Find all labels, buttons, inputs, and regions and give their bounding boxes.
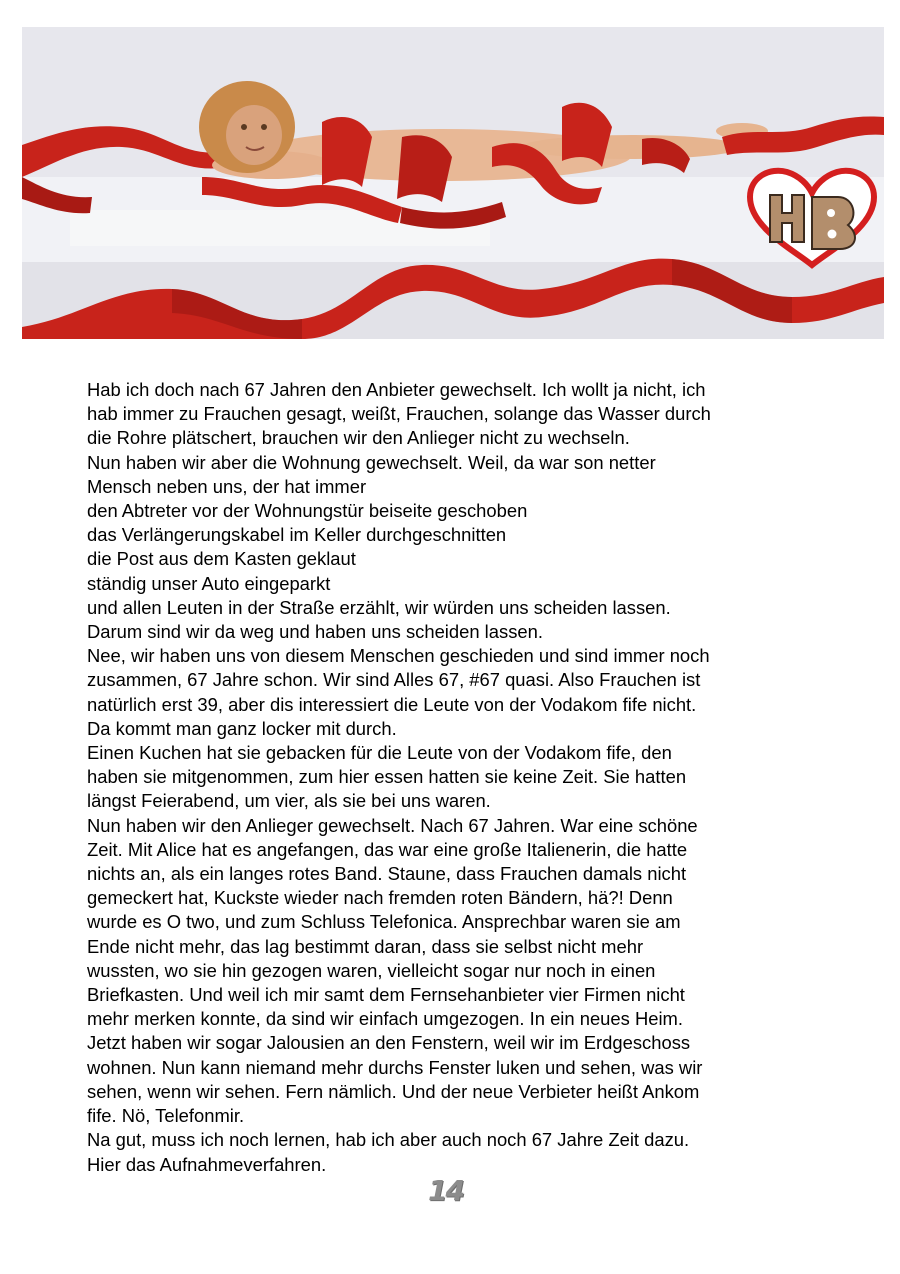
body-line: längst Feierabend, um vier, als sie bei uns waren. [87,790,491,812]
body-line: mehr merken konnte, da sind wir einfach umgezogen. In ein neues Heim. [87,1008,683,1030]
body-line: sehen, wenn wir sehen. Fern nämlich. Und der neue Verbieter heißt Ankom [87,1080,700,1102]
body-line: nichts an, als ein langes rotes Band. Staune, dass Frauchen damals nicht [87,863,687,885]
body-line: fife. Nö, Telefonmir. [87,1105,245,1127]
body-line: haben sie mitgenommen, zum hier essen hatten sie keine Zeit. Sie hatten [87,766,687,788]
body-line: ständig unser Auto eingeparkt [87,572,331,594]
body-line: das Verlängerungskabel im Keller durchgeschnitten [87,524,507,546]
body-line: Briefkasten. Und weil ich mir samt dem Fernsehanbieter vier Firmen nicht [87,984,685,1006]
body-line: Zeit. Mit Alice hat es angefangen, das war eine große Italienerin, die hatte [87,838,688,860]
body-line: Mensch neben uns, der hat immer [87,475,367,497]
body-line: Da kommt man ganz locker mit durch. [87,717,397,739]
body-line: Hab ich doch nach 67 Jahren den Anbieter gewechselt. Ich wollt ja nicht, ich [87,379,706,400]
body-line: Nee, wir haben uns von diesem Menschen geschieden und sind immer noch [87,645,710,667]
article-body [87,378,827,1177]
body-line: wohnen. Nun kann niemand mehr durchs Fenster luken und sehen, was wir [87,1056,703,1078]
body-line: die Post aus dem Kasten geklaut [87,548,356,570]
body-line: gemeckert hat, Kuckste wieder nach fremden roten Bändern, hä?! Denn [87,887,673,909]
body-line: den Abtreter vor der Wohnungstür beiseite geschoben [87,500,528,522]
body-line: Nun haben wir aber die Wohnung gewechselt. Weil, da war son netter [87,451,656,473]
ribbon-figure-illustration [22,27,884,339]
body-line: die Rohre plätschert, brauchen wir den Anlieger nicht zu wechseln. [87,427,630,449]
body-line: Nun haben wir den Anlieger gewechselt. Nach 67 Jahren. War eine schöne [87,814,698,836]
page-number: 14 [428,1174,463,1207]
body-line: Hier das Aufnahmeverfahren. [87,1153,327,1175]
body-line: Darum sind wir da weg und haben uns scheiden lassen. [87,621,543,643]
body-line: Einen Kuchen hat sie gebacken für die Leute von der Vodakom fife, den [87,742,672,764]
body-line: Ende nicht mehr, das lag bestimmt daran, dass sie selbst nicht mehr [87,935,644,957]
body-line: und allen Leuten in der Straße erzählt, wir würden uns scheiden lassen. [87,596,671,618]
body-line: Na gut, muss ich noch lernen, hab ich aber auch noch 67 Jahre Zeit dazu. [87,1129,690,1151]
header-photo [22,27,884,339]
body-line: wussten, wo sie hin gezogen waren, vielleicht sogar nur noch in einen [87,959,656,981]
body-line: wurde es O two, und zum Schluss Telefonica. Ansprechbar waren sie am [87,911,681,933]
body-line: zusammen, 67 Jahre schon. Wir sind Alles 67, #67 quasi. Also Frauchen ist [87,669,701,691]
body-line: Jetzt haben wir sogar Jalousien an den Fenstern, weil wir im Erdgeschoss [87,1032,691,1054]
body-line: hab immer zu Frauchen gesagt, weißt, Frauchen, solange das Wasser durch [87,403,711,425]
body-line: natürlich erst 39, aber dis interessiert die Leute von der Vodakom fife nicht. [87,693,697,715]
